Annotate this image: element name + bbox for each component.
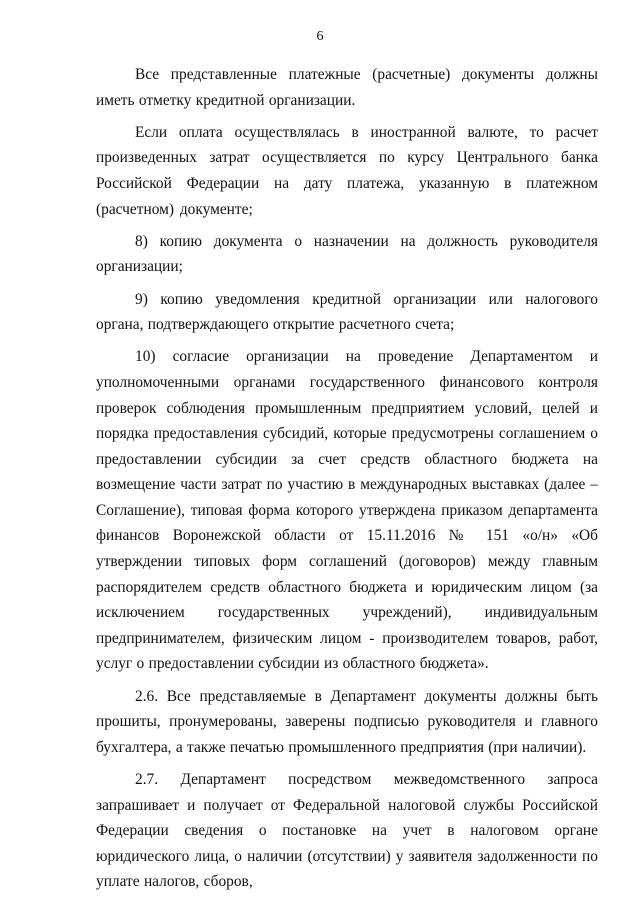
- page-number: 6: [316, 29, 324, 44]
- paragraph-item-8: 8) копию документа о назначении на должность руководителя организации;: [96, 232, 598, 276]
- paragraph-section-2-6: 2.6. Все представляемые в Департамент документы должны быть прошиты, пронумерованы, заверены подписью руководителя и главного бухгалтера, а также печатью промышленного предприятия (при наличии).: [96, 687, 598, 756]
- paragraph-payment-documents: Все представленные платежные (расчетные) документы должны иметь отметку кредитной организации.: [96, 66, 598, 109]
- paragraph-section-2-7: 2.7. Департамент посредством межведомственного запроса запрашивает и получает от Федеральной налоговой службы Российской Федерации сведения о постановке на учет в налоговом органе юридического лица, о наличии (отсутствии) у заявителя задолженности по уплате налогов, сборов,: [96, 771, 598, 891]
- paragraph-item-9: 9) копию уведомления кредитной организации или налогового органа, подтверждающего открытие расчетного счета;: [96, 290, 598, 334]
- paragraph-item-10: 10) согласие организации на проведение Департаментом и уполномоченными органами государственного финансового контроля проверок соблюдения промышленным предприятием условий, целей и порядка предоставления субсидий, которые предусмотрены соглашением о предоставлении субсидии за счет средств областного бюджета на возмещение части затрат по участию в международных выставках (далее – Соглашение), типовая форма которого утверждена приказом департамента финансов Воронежской области от 15.11.2016 № 151 «о/н» «Об утверждении типовых форм соглашений (договоров) между главным распорядителем средств областного бюджета и юридическим лицом (за исключением государственных учреждений), индивидуальным предпринимателем, физическим лицом - производителем товаров, работ, услуг о предоставлении субсидии из областного бюджета».: [96, 348, 598, 673]
- paragraph-foreign-currency: Если оплата осуществлялась в иностранной валюте, то расчет произведенных затрат осуществляется по курсу Центрального банка Российской Федерации на дату платежа, указанную в платежном (расчетном) документе;: [96, 123, 598, 218]
- document-body: [96, 62, 598, 902]
